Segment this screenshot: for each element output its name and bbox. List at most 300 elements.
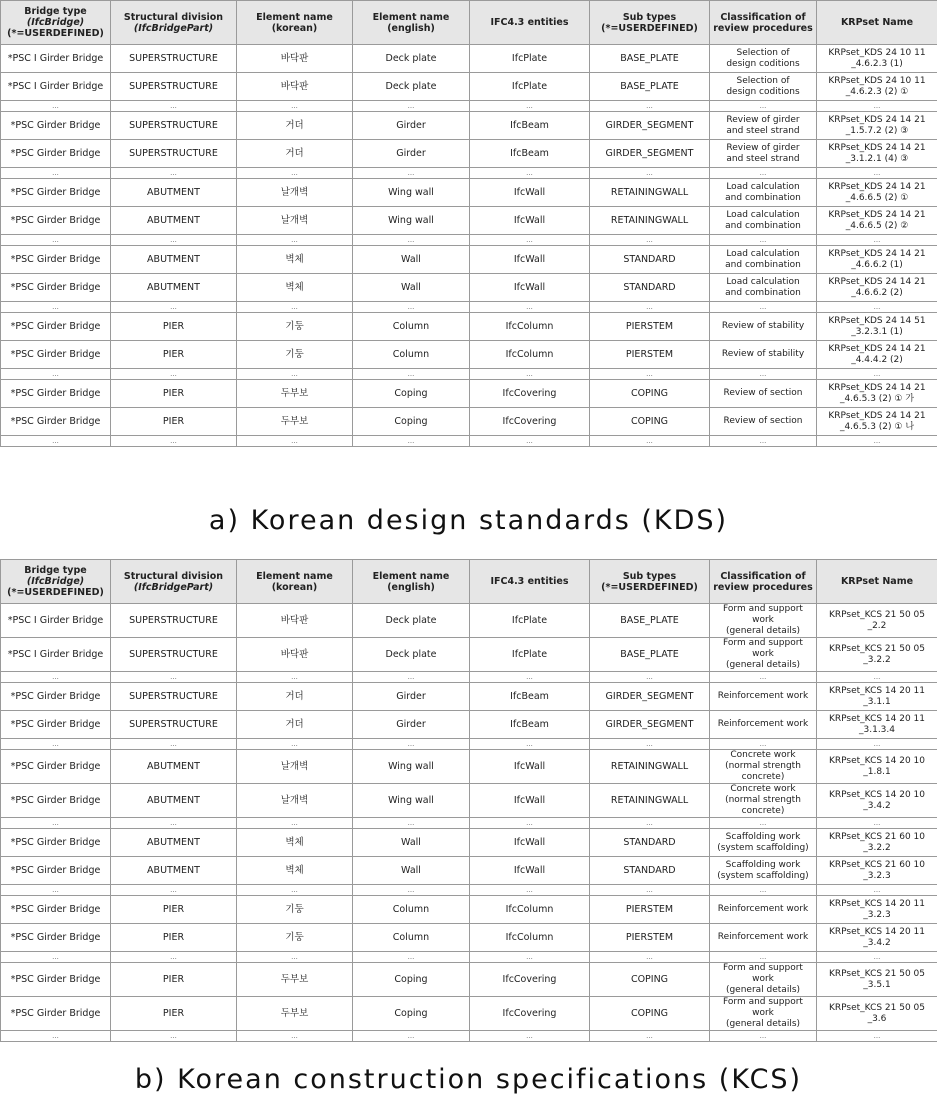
cell-ifc-entity: ... <box>470 952 590 963</box>
header-ifc-class: (IfcBridge) <box>26 17 85 28</box>
cell-krpset-name: KRPset_KCS 21 60 10 _3.2.3 <box>817 857 937 885</box>
cell-ifc-entity: ... <box>470 885 590 896</box>
cell-ifc-entity: ... <box>470 739 590 750</box>
cell-bridge-type: ... <box>1 235 111 246</box>
cell-review-procedure: Selection of design coditions <box>710 73 817 101</box>
cell-structural-division: PIER <box>111 313 237 341</box>
cell-ifc-entity: IfcWall <box>470 829 590 857</box>
cell-element-name-english: Wing wall <box>353 207 470 235</box>
table-row <box>1 638 937 672</box>
cell-element-name-korean: 바닥판 <box>237 638 353 672</box>
cell-element-name-korean: 벽체 <box>237 246 353 274</box>
cell-element-name-english: Deck plate <box>353 638 470 672</box>
header-element-name-english <box>353 1 470 45</box>
cell-element-name-english: Wall <box>353 246 470 274</box>
ellipsis-row <box>1 235 937 246</box>
cell-element-name-english: Column <box>353 341 470 369</box>
cell-ifc-entity: ... <box>470 436 590 447</box>
cell-review-procedure: Form and support work (general details) <box>710 997 817 1031</box>
cell-element-name-korean: 바닥판 <box>237 604 353 638</box>
cell-element-name-english: Wall <box>353 274 470 302</box>
cell-review-procedure: ... <box>710 818 817 829</box>
cell-ifc-entity: IfcColumn <box>470 896 590 924</box>
cell-bridge-type: *PSC Girder Bridge <box>1 896 111 924</box>
cell-element-name-english: ... <box>353 1031 470 1042</box>
cell-krpset-name: ... <box>817 739 937 750</box>
cell-element-name-korean: 벽체 <box>237 829 353 857</box>
header-element-name-korean <box>237 560 353 604</box>
cell-sub-type: ... <box>590 1031 710 1042</box>
cell-structural-division: SUPERSTRUCTURE <box>111 638 237 672</box>
cell-bridge-type: *PSC Girder Bridge <box>1 341 111 369</box>
header-label: KRPset Name <box>840 17 914 28</box>
cell-krpset-name: KRPset_KCS 14 20 11 _3.1.3.4 <box>817 711 937 739</box>
cell-element-name-english: Coping <box>353 408 470 436</box>
table-row <box>1 963 937 997</box>
cell-sub-type: COPING <box>590 380 710 408</box>
cell-krpset-name: KRPset_KDS 24 14 21 _4.4.4.2 (2) <box>817 341 937 369</box>
ellipsis-row <box>1 302 937 313</box>
cell-bridge-type: ... <box>1 168 111 179</box>
cell-bridge-type: *PSC I Girder Bridge <box>1 73 111 101</box>
ellipsis-row <box>1 885 937 896</box>
cell-element-name-korean: ... <box>237 672 353 683</box>
header-review-procedure <box>710 1 817 45</box>
table-row <box>1 73 937 101</box>
cell-bridge-type: *PSC Girder Bridge <box>1 408 111 436</box>
cell-sub-type: GIRDER_SEGMENT <box>590 112 710 140</box>
cell-review-procedure: Selection of design coditions <box>710 45 817 73</box>
header-ifc-class: (IfcBridge) <box>26 576 85 587</box>
cell-sub-type: RETAININGWALL <box>590 207 710 235</box>
cell-krpset-name: KRPset_KDS 24 10 11 _4.6.2.3 (2) ① <box>817 73 937 101</box>
cell-element-name-english: Column <box>353 924 470 952</box>
table-row <box>1 829 937 857</box>
cell-bridge-type: ... <box>1 818 111 829</box>
cell-bridge-type: *PSC Girder Bridge <box>1 963 111 997</box>
cell-structural-division: SUPERSTRUCTURE <box>111 711 237 739</box>
header-note: (*=USERDEFINED) <box>601 22 698 34</box>
cell-krpset-name: ... <box>817 952 937 963</box>
cell-bridge-type: ... <box>1 952 111 963</box>
cell-structural-division: ... <box>111 672 237 683</box>
cell-element-name-korean: 두부보 <box>237 963 353 997</box>
cell-bridge-type: ... <box>1 369 111 380</box>
cell-structural-division: PIER <box>111 380 237 408</box>
caption-kds: a) Korean design standards (KDS) <box>208 505 729 536</box>
cell-element-name-english: ... <box>353 952 470 963</box>
table-row <box>1 341 937 369</box>
header-element-name-korean <box>237 1 353 45</box>
cell-element-name-english: Wing wall <box>353 750 470 784</box>
cell-krpset-name: KRPset_KCS 21 50 05 _2.2 <box>817 604 937 638</box>
cell-ifc-entity: ... <box>470 168 590 179</box>
cell-element-name-korean: 날개벽 <box>237 784 353 818</box>
cell-structural-division: ... <box>111 168 237 179</box>
cell-bridge-type: *PSC Girder Bridge <box>1 274 111 302</box>
cell-review-procedure: ... <box>710 302 817 313</box>
header-label: Element name (english) <box>372 570 450 593</box>
cell-ifc-entity: IfcColumn <box>470 313 590 341</box>
cell-element-name-korean: ... <box>237 168 353 179</box>
header-label: Structural division <box>123 11 224 23</box>
cell-ifc-entity: IfcWall <box>470 784 590 818</box>
header-krpset-name <box>817 1 937 45</box>
cell-structural-division: ... <box>111 1031 237 1042</box>
table-row <box>1 179 937 207</box>
cell-review-procedure: Load calculation and combination <box>710 274 817 302</box>
cell-review-procedure: Load calculation and combination <box>710 207 817 235</box>
cell-ifc-entity: ... <box>470 818 590 829</box>
cell-element-name-english: ... <box>353 168 470 179</box>
table-row <box>1 207 937 235</box>
cell-bridge-type: *PSC Girder Bridge <box>1 924 111 952</box>
cell-bridge-type: *PSC Girder Bridge <box>1 711 111 739</box>
ellipsis-row <box>1 168 937 179</box>
cell-sub-type: GIRDER_SEGMENT <box>590 711 710 739</box>
table-row <box>1 112 937 140</box>
cell-element-name-korean: 기둥 <box>237 341 353 369</box>
cell-review-procedure: ... <box>710 952 817 963</box>
cell-sub-type: GIRDER_SEGMENT <box>590 683 710 711</box>
cell-krpset-name: KRPset_KDS 24 14 21 _4.6.6.5 (2) ① <box>817 179 937 207</box>
cell-sub-type: ... <box>590 168 710 179</box>
cell-sub-type: ... <box>590 436 710 447</box>
cell-review-procedure: Load calculation and combination <box>710 179 817 207</box>
cell-krpset-name: KRPset_KCS 14 20 11 _3.4.2 <box>817 924 937 952</box>
cell-review-procedure: ... <box>710 1031 817 1042</box>
cell-bridge-type: *PSC Girder Bridge <box>1 140 111 168</box>
cell-structural-division: ... <box>111 818 237 829</box>
cell-ifc-entity: IfcCovering <box>470 963 590 997</box>
cell-ifc-entity: IfcWall <box>470 750 590 784</box>
cell-sub-type: BASE_PLATE <box>590 45 710 73</box>
cell-krpset-name: KRPset_KCS 14 20 10 _3.4.2 <box>817 784 937 818</box>
ellipsis-row <box>1 369 937 380</box>
kds-table-panel <box>0 0 937 447</box>
cell-element-name-korean: 벽체 <box>237 857 353 885</box>
cell-element-name-korean: ... <box>237 101 353 112</box>
cell-element-name-english: Girder <box>353 711 470 739</box>
ellipsis-row <box>1 101 937 112</box>
cell-structural-division: PIER <box>111 997 237 1031</box>
cell-structural-division: SUPERSTRUCTURE <box>111 604 237 638</box>
cell-ifc-entity: ... <box>470 235 590 246</box>
cell-bridge-type: ... <box>1 436 111 447</box>
cell-element-name-korean: 기둥 <box>237 313 353 341</box>
cell-krpset-name: ... <box>817 672 937 683</box>
cell-krpset-name: ... <box>817 885 937 896</box>
header-bridge-type <box>1 560 111 604</box>
cell-element-name-korean: ... <box>237 235 353 246</box>
cell-element-name-english: Coping <box>353 380 470 408</box>
header-label: KRPset Name <box>840 576 914 587</box>
cell-element-name-english: Deck plate <box>353 604 470 638</box>
cell-bridge-type: *PSC Girder Bridge <box>1 750 111 784</box>
cell-krpset-name: ... <box>817 168 937 179</box>
cell-review-procedure: Review of girder and steel strand <box>710 112 817 140</box>
cell-ifc-entity: ... <box>470 302 590 313</box>
table-header-row <box>1 1 937 45</box>
cell-bridge-type: ... <box>1 302 111 313</box>
cell-ifc-entity: IfcBeam <box>470 112 590 140</box>
table-row <box>1 313 937 341</box>
cell-review-procedure: ... <box>710 739 817 750</box>
table-row <box>1 711 937 739</box>
cell-sub-type: COPING <box>590 963 710 997</box>
header-note: (*=USERDEFINED) <box>7 28 104 39</box>
table-row <box>1 140 937 168</box>
cell-element-name-korean: ... <box>237 369 353 380</box>
cell-element-name-korean: ... <box>237 885 353 896</box>
cell-element-name-english: Coping <box>353 997 470 1031</box>
cell-structural-division: SUPERSTRUCTURE <box>111 683 237 711</box>
header-structural-division <box>111 1 237 45</box>
cell-krpset-name: KRPset_KDS 24 10 11 _4.6.2.3 (1) <box>817 45 937 73</box>
cell-element-name-korean: 거더 <box>237 683 353 711</box>
cell-bridge-type: *PSC I Girder Bridge <box>1 604 111 638</box>
cell-element-name-english: Column <box>353 896 470 924</box>
cell-ifc-entity: IfcWall <box>470 246 590 274</box>
cell-sub-type: ... <box>590 235 710 246</box>
cell-ifc-entity: IfcWall <box>470 857 590 885</box>
cell-review-procedure: Scaffolding work (system scaffolding) <box>710 829 817 857</box>
cell-element-name-korean: 두부보 <box>237 380 353 408</box>
cell-sub-type: STANDARD <box>590 274 710 302</box>
cell-element-name-korean: 거더 <box>237 711 353 739</box>
header-label: Element name (korean) <box>256 570 333 593</box>
header-note: (*=USERDEFINED) <box>601 581 698 593</box>
header-bridge-type <box>1 1 111 45</box>
cell-bridge-type: ... <box>1 672 111 683</box>
cell-sub-type: RETAININGWALL <box>590 784 710 818</box>
cell-bridge-type: *PSC Girder Bridge <box>1 380 111 408</box>
cell-sub-type: BASE_PLATE <box>590 638 710 672</box>
cell-review-procedure: Review of stability <box>710 313 817 341</box>
cell-bridge-type: *PSC Girder Bridge <box>1 997 111 1031</box>
table-row <box>1 857 937 885</box>
cell-ifc-entity: IfcBeam <box>470 711 590 739</box>
cell-review-procedure: Review of section <box>710 380 817 408</box>
header-label: IFC4.3 entities <box>490 17 569 28</box>
cell-structural-division: ... <box>111 302 237 313</box>
cell-bridge-type: ... <box>1 739 111 750</box>
cell-structural-division: SUPERSTRUCTURE <box>111 45 237 73</box>
cell-krpset-name: ... <box>817 1031 937 1042</box>
cell-structural-division: ABUTMENT <box>111 784 237 818</box>
cell-sub-type: BASE_PLATE <box>590 73 710 101</box>
cell-element-name-korean: 기둥 <box>237 896 353 924</box>
cell-bridge-type: ... <box>1 101 111 112</box>
header-label: Bridge type <box>24 6 87 17</box>
cell-krpset-name: KRPset_KDS 24 14 21 _4.6.6.2 (1) <box>817 246 937 274</box>
cell-krpset-name: KRPset_KDS 24 14 21 _4.6.5.3 (2) ① 가 <box>817 380 937 408</box>
header-label: Bridge type <box>24 565 87 576</box>
table-row <box>1 45 937 73</box>
cell-sub-type: RETAININGWALL <box>590 750 710 784</box>
cell-ifc-entity: IfcPlate <box>470 45 590 73</box>
cell-ifc-entity: IfcWall <box>470 274 590 302</box>
cell-structural-division: ... <box>111 952 237 963</box>
cell-structural-division: ABUTMENT <box>111 829 237 857</box>
header-label: Sub types <box>622 11 677 23</box>
cell-element-name-korean: ... <box>237 952 353 963</box>
cell-ifc-entity: IfcBeam <box>470 683 590 711</box>
cell-element-name-english: ... <box>353 672 470 683</box>
header-krpset-name <box>817 560 937 604</box>
cell-ifc-entity: ... <box>470 672 590 683</box>
cell-element-name-korean: 날개벽 <box>237 750 353 784</box>
cell-element-name-korean: 날개벽 <box>237 207 353 235</box>
cell-element-name-korean: ... <box>237 818 353 829</box>
cell-element-name-korean: 거더 <box>237 140 353 168</box>
cell-review-procedure: ... <box>710 369 817 380</box>
cell-krpset-name: KRPset_KCS 14 20 10 _1.8.1 <box>817 750 937 784</box>
cell-element-name-english: Wing wall <box>353 784 470 818</box>
cell-bridge-type: *PSC Girder Bridge <box>1 683 111 711</box>
table-row <box>1 784 937 818</box>
table-row <box>1 604 937 638</box>
cell-sub-type: PIERSTEM <box>590 341 710 369</box>
cell-element-name-english: Deck plate <box>353 45 470 73</box>
ellipsis-row <box>1 818 937 829</box>
cell-ifc-entity: IfcBeam <box>470 140 590 168</box>
cell-bridge-type: *PSC Girder Bridge <box>1 857 111 885</box>
header-label: IFC4.3 entities <box>490 576 569 587</box>
cell-krpset-name: KRPset_KCS 14 20 11 _3.1.1 <box>817 683 937 711</box>
cell-review-procedure: ... <box>710 235 817 246</box>
cell-krpset-name: ... <box>817 302 937 313</box>
cell-element-name-korean: ... <box>237 436 353 447</box>
cell-sub-type: STANDARD <box>590 246 710 274</box>
cell-element-name-korean: 거더 <box>237 112 353 140</box>
cell-element-name-english: Wing wall <box>353 179 470 207</box>
cell-ifc-entity: IfcWall <box>470 179 590 207</box>
cell-krpset-name: KRPset_KDS 24 14 21 _4.6.6.5 (2) ② <box>817 207 937 235</box>
kcs-table-panel <box>0 559 937 1042</box>
ellipsis-row <box>1 952 937 963</box>
table-row <box>1 896 937 924</box>
cell-ifc-entity: IfcPlate <box>470 638 590 672</box>
cell-structural-division: PIER <box>111 924 237 952</box>
cell-element-name-english: Girder <box>353 112 470 140</box>
header-element-name-english <box>353 560 470 604</box>
cell-element-name-english: Wall <box>353 829 470 857</box>
cell-ifc-entity: IfcColumn <box>470 341 590 369</box>
cell-element-name-korean: 두부보 <box>237 997 353 1031</box>
cell-element-name-korean: ... <box>237 1031 353 1042</box>
cell-ifc-entity: IfcPlate <box>470 73 590 101</box>
cell-structural-division: ... <box>111 235 237 246</box>
cell-element-name-english: Coping <box>353 963 470 997</box>
header-label: Element name (korean) <box>256 11 333 34</box>
kcs-table <box>0 559 937 1042</box>
ellipsis-row <box>1 436 937 447</box>
cell-element-name-korean: 바닥판 <box>237 45 353 73</box>
cell-element-name-english: ... <box>353 818 470 829</box>
header-sub-type <box>590 560 710 604</box>
table-row <box>1 997 937 1031</box>
cell-sub-type: COPING <box>590 408 710 436</box>
cell-structural-division: PIER <box>111 408 237 436</box>
header-sub-type <box>590 1 710 45</box>
cell-review-procedure: ... <box>710 168 817 179</box>
cell-krpset-name: ... <box>817 235 937 246</box>
cell-bridge-type: *PSC I Girder Bridge <box>1 45 111 73</box>
cell-element-name-korean: 기둥 <box>237 924 353 952</box>
cell-review-procedure: Reinforcement work <box>710 924 817 952</box>
header-note: (*=USERDEFINED) <box>7 587 104 598</box>
table-row <box>1 924 937 952</box>
cell-sub-type: PIERSTEM <box>590 924 710 952</box>
cell-krpset-name: ... <box>817 436 937 447</box>
cell-krpset-name: KRPset_KDS 24 14 21 _4.6.6.2 (2) <box>817 274 937 302</box>
ellipsis-row <box>1 1031 937 1042</box>
header-ifc-entity <box>470 1 590 45</box>
cell-ifc-entity: IfcPlate <box>470 604 590 638</box>
cell-sub-type: STANDARD <box>590 829 710 857</box>
cell-bridge-type: *PSC Girder Bridge <box>1 112 111 140</box>
cell-structural-division: ... <box>111 739 237 750</box>
cell-structural-division: PIER <box>111 341 237 369</box>
cell-sub-type: ... <box>590 672 710 683</box>
cell-sub-type: PIERSTEM <box>590 313 710 341</box>
cell-krpset-name: KRPset_KCS 21 50 05 _3.2.2 <box>817 638 937 672</box>
header-label: Classification of review procedures <box>713 11 813 34</box>
cell-sub-type: BASE_PLATE <box>590 604 710 638</box>
table-row <box>1 274 937 302</box>
cell-element-name-english: ... <box>353 302 470 313</box>
cell-review-procedure: Concrete work (normal strength concrete) <box>710 784 817 818</box>
cell-element-name-english: Girder <box>353 140 470 168</box>
cell-element-name-korean: ... <box>237 302 353 313</box>
cell-bridge-type: *PSC Girder Bridge <box>1 313 111 341</box>
cell-element-name-english: ... <box>353 235 470 246</box>
kds-table <box>0 0 937 447</box>
cell-krpset-name: KRPset_KCS 14 20 11 _3.2.3 <box>817 896 937 924</box>
cell-structural-division: ABUTMENT <box>111 246 237 274</box>
cell-element-name-korean: 두부보 <box>237 408 353 436</box>
cell-structural-division: ABUTMENT <box>111 857 237 885</box>
cell-element-name-english: ... <box>353 739 470 750</box>
cell-review-procedure: Form and support work (general details) <box>710 604 817 638</box>
cell-review-procedure: Load calculation and combination <box>710 246 817 274</box>
cell-ifc-entity: ... <box>470 369 590 380</box>
cell-structural-division: ... <box>111 436 237 447</box>
cell-ifc-entity: ... <box>470 101 590 112</box>
cell-bridge-type: *PSC I Girder Bridge <box>1 638 111 672</box>
cell-bridge-type: *PSC Girder Bridge <box>1 829 111 857</box>
cell-sub-type: ... <box>590 101 710 112</box>
cell-ifc-entity: IfcCovering <box>470 997 590 1031</box>
cell-review-procedure: Review of stability <box>710 341 817 369</box>
header-label: Structural division <box>123 570 224 582</box>
table-row <box>1 683 937 711</box>
cell-bridge-type: ... <box>1 885 111 896</box>
cell-krpset-name: KRPset_KDS 24 14 21 _1.5.7.2 (2) ③ <box>817 112 937 140</box>
cell-element-name-korean: 벽체 <box>237 274 353 302</box>
cell-element-name-english: Column <box>353 313 470 341</box>
cell-element-name-english: ... <box>353 369 470 380</box>
cell-review-procedure: Reinforcement work <box>710 711 817 739</box>
cell-review-procedure: Scaffolding work (system scaffolding) <box>710 857 817 885</box>
header-label: Sub types <box>622 570 677 582</box>
ellipsis-row <box>1 672 937 683</box>
cell-review-procedure: ... <box>710 436 817 447</box>
cell-structural-division: SUPERSTRUCTURE <box>111 112 237 140</box>
header-ifc-class: (IfcBridgePart) <box>133 581 214 593</box>
header-review-procedure <box>710 560 817 604</box>
